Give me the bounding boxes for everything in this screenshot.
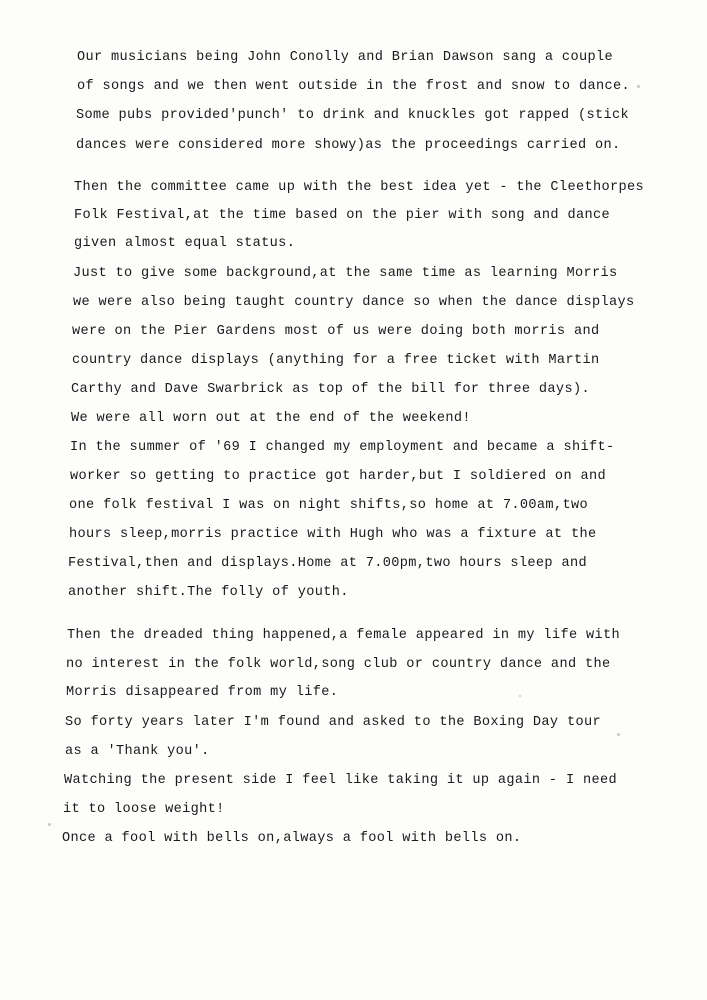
text-line: another shift.The folly of youth.: [68, 585, 349, 600]
text-line: In the summer of '69 I changed my employment and became a shift-: [70, 440, 615, 455]
text-line: So forty years later I'm found and asked to the Boxing Day tour: [65, 715, 601, 730]
text-line: Once a fool with bells on,always a fool with bells on.: [62, 831, 522, 846]
text-line: were on the Pier Gardens most of us were doing both morris and: [72, 324, 600, 339]
text-line: country dance displays (anything for a free ticket with Martin: [72, 353, 600, 368]
text-line: worker so getting to practice got harder,but I soldiered on and: [70, 469, 606, 484]
paper-speck: [519, 695, 521, 697]
text-line: We were all worn out at the end of the weekend!: [71, 411, 471, 426]
text-line: Watching the present side I feel like taking it up again - I need: [64, 773, 617, 788]
text-line: Festival,then and displays.Home at 7.00pm,two hours sleep and: [68, 556, 587, 571]
text-line: hours sleep,morris practice with Hugh who was a fixture at the: [69, 527, 597, 542]
text-line: we were also being taught country dance so when the dance displays: [73, 295, 635, 310]
text-line: Carthy and Dave Swarbrick as top of the bill for three days).: [71, 382, 590, 397]
text-line: dances were considered more showy)as the proceedings carried on.: [76, 138, 621, 153]
paper-speck: [617, 733, 620, 736]
text-line: Folk Festival,at the time based on the pier with song and dance: [74, 208, 610, 223]
text-line: Then the dreaded thing happened,a female appeared in my life with: [67, 628, 620, 643]
text-line: it to loose weight!: [63, 802, 225, 817]
paper-speck: [637, 85, 640, 88]
text-line: given almost equal status.: [74, 236, 296, 251]
text-line: no interest in the folk world,song club or country dance and the: [66, 657, 611, 672]
text-line: Just to give some background,at the same time as learning Morris: [73, 266, 618, 281]
text-line: Our musicians being John Conolly and Brian Dawson sang a couple: [77, 50, 613, 65]
text-line: Morris disappeared from my life.: [66, 685, 339, 700]
text-line: as a 'Thank you'.: [65, 744, 210, 759]
text-line: Then the committee came up with the best idea yet - the Cleethorpes: [74, 180, 645, 195]
text-line: Some pubs provided'punch' to drink and knuckles got rapped (stick: [76, 108, 629, 123]
text-line: of songs and we then went outside in the frost and snow to dance.: [77, 79, 630, 94]
paper-speck: [48, 823, 51, 826]
text-line: one folk festival I was on night shifts,so home at 7.00am,two: [69, 498, 588, 513]
